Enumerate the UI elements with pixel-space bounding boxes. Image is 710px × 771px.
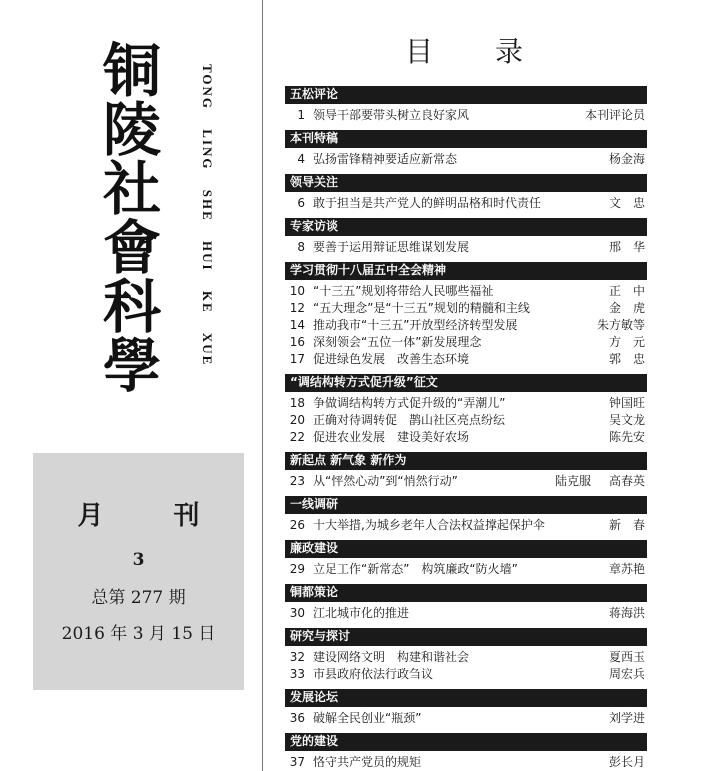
toc-entry[interactable]: [285, 195, 647, 212]
toc-section: [285, 452, 647, 490]
section-heading: 领导关注: [285, 174, 647, 191]
entry-author: 高春英: [608, 474, 645, 488]
section-heading: 发展论坛: [285, 689, 647, 706]
entry-page-number: 4: [297, 152, 305, 166]
toc-entry[interactable]: [285, 412, 647, 429]
toc-section: [285, 540, 647, 578]
entry-title: 十大举措,为城乡老年人合法权益撑起保护伞: [313, 518, 545, 532]
section-heading: 本刊特稿: [285, 130, 647, 147]
entry-author: 彭长月: [608, 755, 645, 769]
section-heading: 一线调研: [285, 496, 647, 513]
title-char: 科: [102, 273, 161, 341]
toc-entry[interactable]: [285, 649, 647, 666]
entry-list: [285, 104, 647, 124]
toc-entry[interactable]: [285, 151, 647, 168]
entry-title: 立足工作“新常态” 构筑廉政“防火墙”: [313, 562, 518, 576]
entry-title: 敢于担当是共产党人的鲜明品格和时代责任: [313, 196, 542, 210]
entry-list: [285, 646, 647, 683]
entry-coauthor: 陆克服: [554, 474, 591, 488]
entry-author: 章苏艳: [608, 562, 645, 576]
section-heading: 学习贯彻十八届五中全会精神: [285, 262, 647, 279]
total-issue: 总第 277 期: [91, 588, 186, 608]
column-divider: [262, 0, 263, 771]
toc-entry[interactable]: [285, 429, 647, 446]
title-char: 學: [102, 332, 161, 400]
toc-section: [285, 130, 647, 168]
entry-list: [285, 707, 647, 727]
entry-title: 建设网络文明 构建和谐社会: [313, 650, 470, 664]
entry-page-number: 29: [289, 562, 305, 576]
entry-author: 本刊评论员: [584, 108, 645, 122]
entry-title: 要善于运用辩证思维谋划发展: [313, 240, 470, 254]
entry-title: “五大理念”是“十三五”规划的精髓和主线: [313, 301, 530, 315]
entry-title: 深刻领会“五位一体”新发展理念: [313, 335, 482, 349]
entry-page-number: 30: [289, 606, 305, 620]
entry-page-number: 18: [289, 396, 305, 410]
entry-page-number: 6: [297, 196, 305, 210]
toc-section: [285, 374, 647, 446]
entry-list: [285, 558, 647, 578]
table-of-contents: [285, 86, 647, 771]
entry-list: [285, 602, 647, 622]
entry-title: 促进农业发展 建设美好农场: [313, 430, 470, 444]
toc-section: [285, 496, 647, 534]
section-heading: 铜都策论: [285, 584, 647, 601]
toc-section: [285, 628, 647, 683]
title-char: 社: [102, 155, 161, 223]
entry-title: 正确对待调转促 鹊山社区亮点纷纭: [313, 413, 506, 427]
entry-title: “十三五”规划将带给人民哪些福祉: [313, 284, 494, 298]
section-heading: “调结构转方式促升级”征文: [285, 374, 647, 391]
section-heading: 党的建设: [285, 733, 647, 750]
toc-entry[interactable]: [285, 710, 647, 727]
toc-section: [285, 86, 647, 124]
entry-title: 争做调结构转方式促升级的“弄潮儿”: [313, 396, 506, 410]
toc-entry[interactable]: [285, 605, 647, 622]
entry-title: 从“怦然心动”到“悄然行动”: [313, 474, 458, 488]
toc-heading: 目录: [405, 35, 586, 68]
entry-page-number: 36: [289, 711, 305, 725]
toc-entry[interactable]: [285, 473, 647, 490]
entry-author: 郭 忠: [608, 352, 645, 366]
entry-author: 新 春: [608, 518, 645, 532]
entry-author: 文 忠: [608, 196, 645, 210]
entry-author: 陈先安: [608, 430, 645, 444]
entry-title: 市县政府依法行政刍议: [313, 667, 434, 681]
section-heading: 研究与探讨: [285, 628, 647, 645]
entry-author: 吴文龙: [608, 413, 645, 427]
toc-entry[interactable]: [285, 317, 647, 334]
entry-page-number: 22: [289, 430, 305, 444]
section-heading: 专家访谈: [285, 218, 647, 235]
entry-page-number: 12: [289, 301, 305, 315]
issue-info-box: [33, 453, 244, 690]
toc-entry[interactable]: [285, 300, 647, 317]
entry-list: [285, 236, 647, 256]
entry-author: 蒋海洪: [608, 606, 645, 620]
entry-page-number: 20: [289, 413, 305, 427]
entry-author: 朱方敏等: [596, 318, 645, 332]
entry-list: [285, 280, 647, 368]
toc-entry[interactable]: [285, 351, 647, 368]
entry-author: 方 元: [608, 335, 645, 349]
toc-section: [285, 174, 647, 212]
entry-author: 周宏兵: [608, 667, 645, 681]
entry-title: 推动我市“十三五”开放型经济转型发展: [313, 318, 518, 332]
toc-entry[interactable]: [285, 395, 647, 412]
magazine-title-calligraphy: [92, 37, 172, 400]
entry-author: 夏西玉: [608, 650, 645, 664]
toc-entry[interactable]: [285, 561, 647, 578]
entry-page-number: 8: [297, 240, 305, 254]
entry-title: 弘扬雷锋精神要适应新常态: [313, 152, 458, 166]
toc-entry[interactable]: [285, 107, 647, 124]
entry-author: 刘学进: [608, 711, 645, 725]
issue-number: 3: [132, 550, 145, 570]
entry-title: 领导干部要带头树立良好家风: [313, 108, 470, 122]
entry-author: 钟国旺: [608, 396, 645, 410]
title-char: 陵: [102, 96, 161, 164]
section-heading: 新起点 新气象 新作为: [285, 452, 647, 469]
title-char: 铜: [102, 37, 161, 105]
toc-section: [285, 584, 647, 622]
toc-entry[interactable]: [285, 666, 647, 683]
title-char: 會: [102, 214, 161, 282]
entry-page-number: 33: [289, 667, 305, 681]
entry-page-number: 14: [289, 318, 305, 332]
entry-page-number: 32: [289, 650, 305, 664]
toc-section: [285, 262, 647, 368]
frequency-label: 月 刊: [77, 501, 222, 531]
entry-author: 邢 华: [608, 240, 645, 254]
entry-title: 破解全民创业“瓶颈”: [313, 711, 422, 725]
toc-entry[interactable]: [285, 754, 647, 771]
toc-entry[interactable]: [285, 334, 647, 351]
entry-page-number: 1: [297, 108, 305, 122]
entry-page-number: 17: [289, 352, 305, 366]
publish-date: 2016 年 3 月 15 日: [61, 624, 216, 644]
toc-entry[interactable]: [285, 283, 647, 300]
entry-page-number: 16: [289, 335, 305, 349]
entry-page-number: 10: [289, 284, 305, 298]
toc-section: [285, 689, 647, 727]
toc-entry[interactable]: [285, 517, 647, 534]
entry-list: [285, 751, 647, 771]
entry-page-number: 37: [289, 755, 305, 769]
entry-author: 金 虎: [608, 301, 645, 315]
entry-page-number: 23: [289, 474, 305, 488]
entry-list: [285, 470, 647, 490]
entry-list: [285, 148, 647, 168]
toc-entry[interactable]: [285, 239, 647, 256]
entry-author: 杨金海: [608, 152, 645, 166]
magazine-title-pinyin: TONG LING SHE HUI KE XUE: [200, 64, 215, 367]
entry-list: [285, 514, 647, 534]
toc-section: [285, 733, 647, 771]
section-heading: 五松评论: [285, 86, 647, 103]
toc-section: [285, 218, 647, 256]
entry-list: [285, 392, 647, 446]
entry-list: [285, 192, 647, 212]
section-heading: 廉政建设: [285, 540, 647, 557]
entry-title: 江北城市化的推进: [313, 606, 410, 620]
entry-title: 恪守共产党员的规矩: [313, 755, 422, 769]
entry-page-number: 26: [289, 518, 305, 532]
entry-title: 促进绿色发展 改善生态环境: [313, 352, 470, 366]
entry-author: 正 中: [608, 284, 645, 298]
